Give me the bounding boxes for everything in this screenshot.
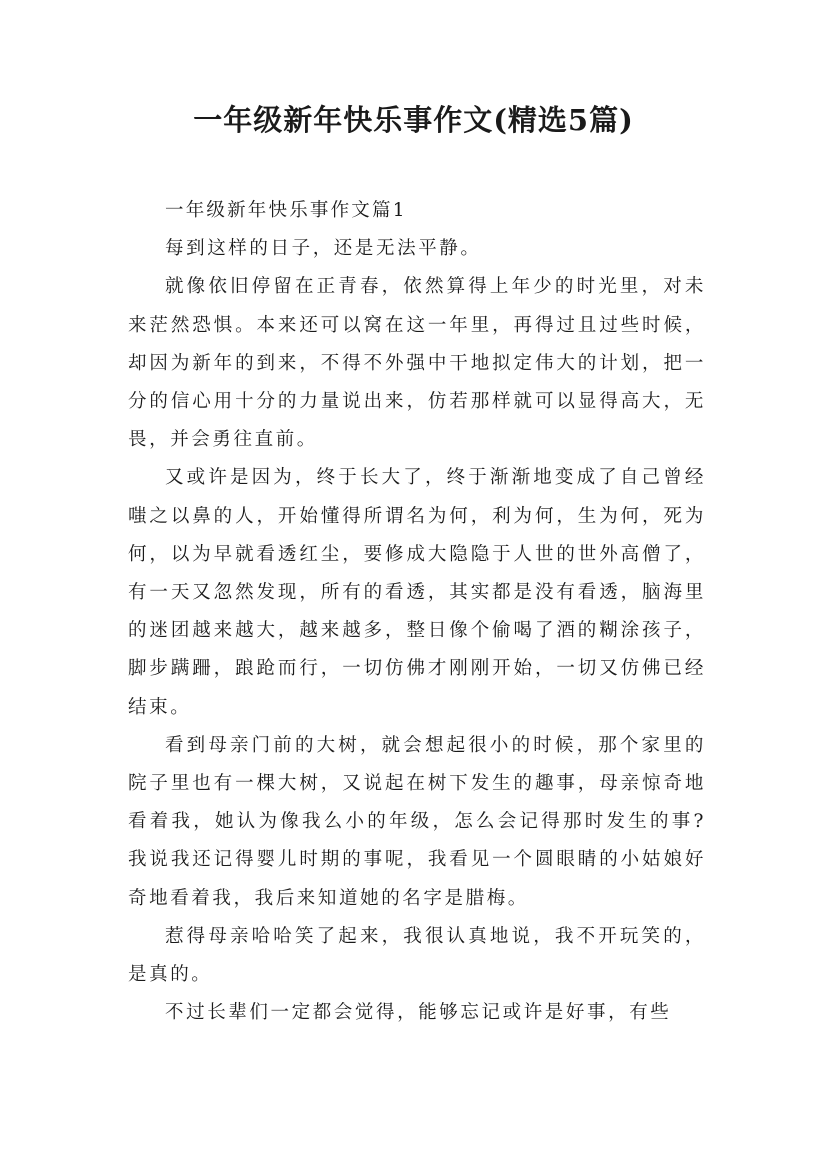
paragraph-3: 又或许是因为，终于长大了，终于渐渐地变成了自己曾经嗤之以鼻的人，开始懂得所谓名为何，利为何，生为何，死为何，以为早就看透红尘，要修成大隐隐于人世的世外高僧了，有一天又忽然发现，所有的看透，其实都是没有看透，脑海里的迷团越来越大，越来越多，整日像个偷喝了酒的糊涂孩子，脚步蹒跚，踉跄而行，一切仿佛才刚刚开始，一切又仿佛已经结束。 <box>128 467 706 718</box>
section-heading: 一年级新年快乐事作文篇1 <box>165 200 407 221</box>
paragraph-2: 就像依旧停留在正青春，依然算得上年少的时光里，对未来茫然恐惧。本来还可以窝在这一年里，再得过且过些时候，却因为新年的到来，不得不外强中干地拟定伟大的计划，把一分的信心用十分的力量说出来，仿若那样就可以显得高大，无畏，并会勇往直前。 <box>128 276 706 451</box>
paragraph-4: 看到母亲门前的大树，就会想起很小的时候，那个家里的院子里也有一棵大树，又说起在树下发生的趣事，母亲惊奇地看着我，她认为像我么小的年级，怎么会记得那时发生的事?我说我还记得婴儿时期的事呢，我看见一个圆眼睛的小姑娘好奇地看着我，我后来知道她的名字是腊梅。 <box>128 734 706 909</box>
paragraph-5: 惹得母亲哈哈笑了起来，我很认真地说，我不开玩笑的，是真的。 <box>128 925 706 986</box>
paragraph-1: 每到这样的日子，还是无法平静。 <box>165 238 482 260</box>
document-title: 一年级新年快乐事作文(精选5篇) <box>193 103 634 137</box>
paragraph-6: 不过长辈们一定都会觉得，能够忘记或许是好事，有些 <box>165 1002 672 1024</box>
document-body <box>128 192 706 1032</box>
